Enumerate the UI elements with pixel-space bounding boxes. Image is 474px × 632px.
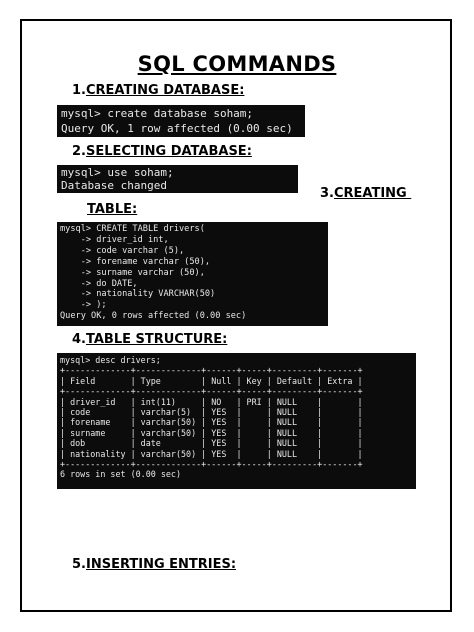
section-label: TABLE STRUCTURE: [85,332,228,347]
terminal-describe-table [57,353,416,489]
terminal-line: -> code varchar (5), [60,245,185,256]
terminal-line: mysql> use soham; [61,166,174,179]
section-number: 3. [320,186,334,201]
table-row: | dob | date | YES | | NULL | | [60,438,363,449]
section-heading-table-structure [72,332,227,347]
section-label: SELECTING DATABASE: [85,144,252,159]
terminal-line: Query OK, 0 rows affected (0.00 sec) [60,311,247,322]
terminal-line: Query OK, 1 row affected (0.00 sec) [61,121,293,135]
table-row: | nationality | varchar(50) | YES | | NULL | | [60,448,363,459]
section-heading-selecting-database [72,144,252,159]
section-heading-inserting-entries [72,557,236,572]
section-number: 1. [72,83,86,98]
terminal-line: mysql> desc drivers; [60,355,161,365]
table-row: | code | varchar(5) | YES | | NULL | | [60,407,363,418]
terminal-create-database [57,105,305,137]
table-border-line: +-------------+-------------+------+-----+---------+-------+ [60,365,363,376]
section-number: 5. [72,557,86,572]
table-row: | driver_id | int(11) | NO | PRI | NULL | | [60,396,363,407]
table-border-line: +-------------+-------------+------+-----+---------+-------+ [60,386,363,397]
section-number: 4. [72,332,86,347]
page-title: SQL COMMANDS [137,52,337,76]
terminal-line: -> nationality VARCHAR(50) [60,289,216,300]
table-row: | forename | varchar(50) | YES | | NULL | | [60,417,363,428]
terminal-use-database [57,165,298,193]
section-label: INSERTING ENTRIES: [85,557,237,572]
section-number: 2. [72,144,86,159]
section-label-part2: TABLE: [87,202,138,217]
terminal-line: Database changed [61,179,167,192]
terminal-line: -> forename varchar (50), [60,256,211,267]
terminal-line: mysql> create database soham; [61,107,254,120]
table-border-line: +-------------+-------------+------+-----+---------+-------+ [60,459,363,470]
terminal-line: mysql> CREATE TABLE drivers( [60,224,205,234]
section-heading-creating-table-continued [87,202,137,217]
terminal-line: 6 rows in set (0.00 sec) [60,469,182,480]
section-heading-creating-database [72,83,244,98]
terminal-create-table [57,222,328,326]
section-label-part1: CREATING [333,186,412,201]
table-header-row: | Field | Type | Null | Key | Default | Extra | [60,375,363,386]
section-heading-creating-table [320,186,411,201]
terminal-line: -> do DATE, [60,278,138,289]
terminal-line: -> ); [60,300,107,311]
section-label: CREATING DATABASE: [85,83,245,98]
table-row: | surname | varchar(50) | YES | | NULL | | [60,427,363,438]
terminal-line: -> surname varchar (50), [60,267,205,278]
terminal-line: -> driver_id int, [60,234,169,245]
